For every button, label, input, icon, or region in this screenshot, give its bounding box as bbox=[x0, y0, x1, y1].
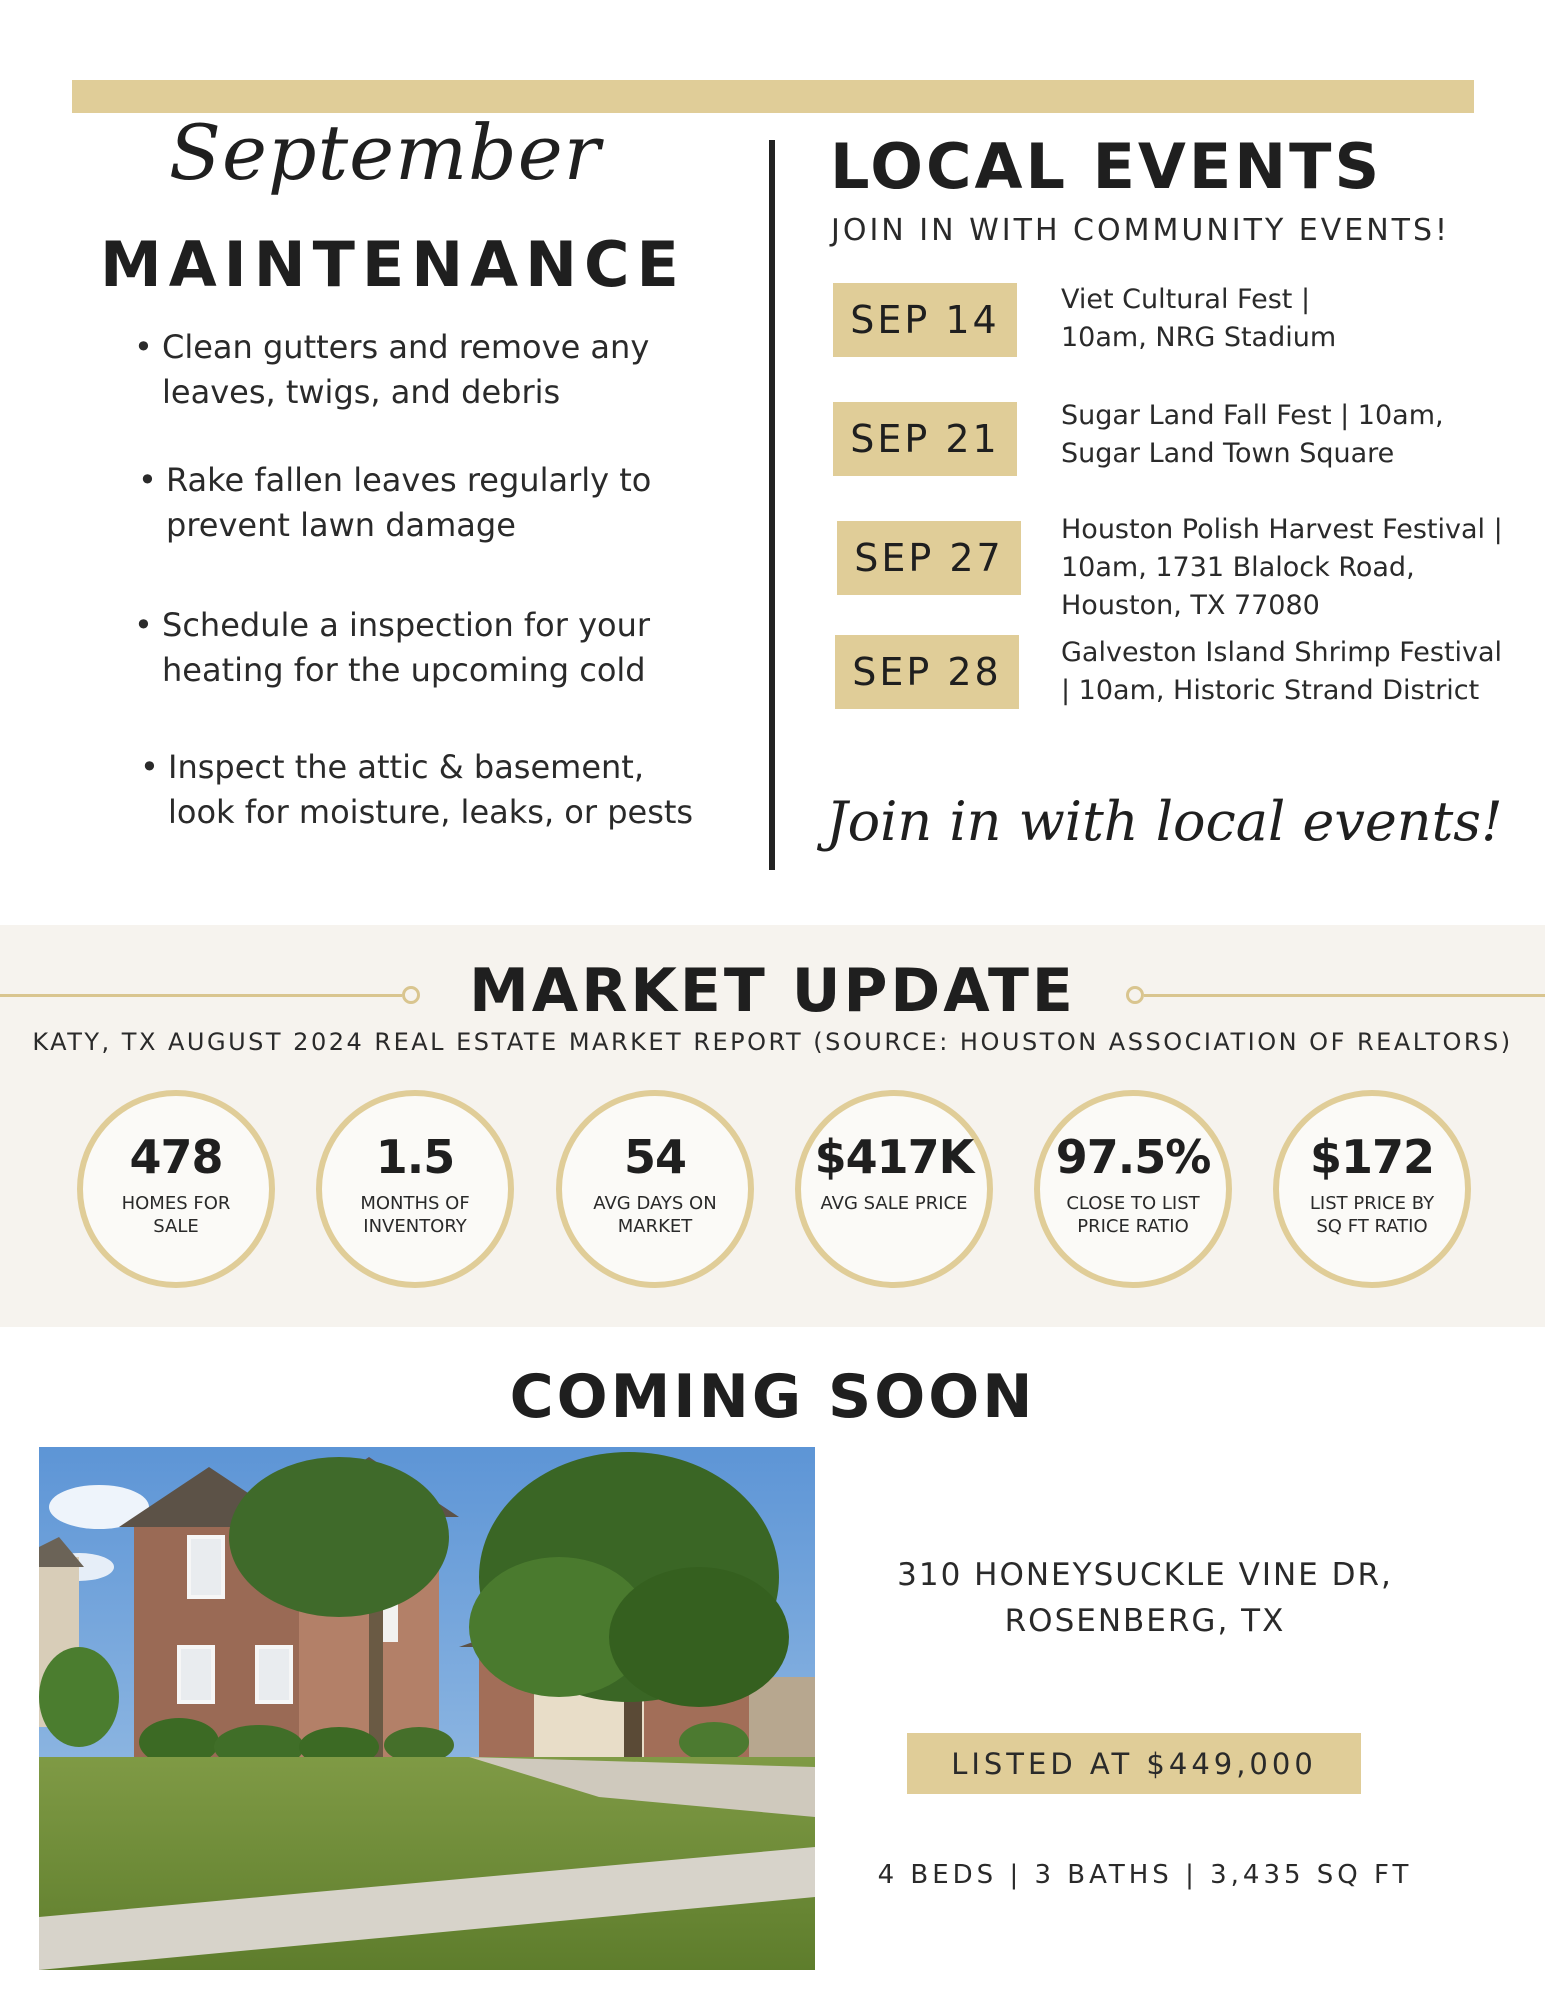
event-date-badge: SEP 27 bbox=[837, 521, 1021, 595]
event-line: Sugar Land Town Square bbox=[1061, 438, 1395, 469]
event-description bbox=[1061, 511, 1521, 625]
stat-value: 478 bbox=[129, 1130, 223, 1184]
stat-label: HOMES FOR SALE bbox=[121, 1193, 231, 1237]
stat-label: AVG DAYS ON MARKET bbox=[593, 1193, 717, 1237]
maintenance-item bbox=[120, 325, 720, 415]
events-subheading: JOIN IN WITH COMMUNITY EVENTS! bbox=[831, 213, 1451, 248]
bullet-icon: • bbox=[134, 606, 153, 644]
stat-label: MONTHS OF INVENTORY bbox=[360, 1193, 470, 1237]
listing-price-badge: LISTED AT $449,000 bbox=[907, 1733, 1361, 1794]
maintenance-item-text: Schedule a inspection for your heating for the upcoming cold bbox=[162, 606, 651, 689]
stat-label: LIST PRICE BY SQ FT RATIO bbox=[1309, 1193, 1435, 1237]
maintenance-item-text: Clean gutters and remove any leaves, twigs, and debris bbox=[162, 328, 650, 411]
event-line: Houston, TX 77080 bbox=[1061, 590, 1320, 621]
event-date-badge: SEP 14 bbox=[833, 283, 1017, 357]
stat-value: 1.5 bbox=[375, 1130, 455, 1184]
stat-value: $172 bbox=[1309, 1130, 1435, 1184]
bullet-icon: • bbox=[140, 748, 159, 786]
maintenance-item bbox=[124, 458, 720, 548]
maintenance-item bbox=[120, 603, 720, 693]
event-line: 10am, 1731 Blalock Road, bbox=[1061, 552, 1415, 583]
stat-circle-homes-for-sale bbox=[77, 1090, 275, 1288]
stat-circle-avg-sale-price bbox=[795, 1090, 993, 1288]
stat-label: AVG SALE PRICE bbox=[820, 1193, 968, 1214]
listing-specs: 4 BEDS | 3 BATHS | 3,435 SQ FT bbox=[877, 1860, 1413, 1890]
column-divider bbox=[769, 140, 775, 870]
stat-circle-months-inventory bbox=[316, 1090, 514, 1288]
event-date-badge: SEP 21 bbox=[833, 402, 1017, 476]
stat-circle-list-price-ratio bbox=[1034, 1090, 1232, 1288]
market-report-subheading: KATY, TX AUGUST 2024 REAL ESTATE MARKET REPORT (SOURCE: HOUSTON ASSOCIATION OF REALTORS) bbox=[32, 1028, 1513, 1056]
stat-value: $417K bbox=[814, 1130, 974, 1184]
events-script-tagline: Join in with local events! bbox=[826, 790, 1503, 853]
maintenance-item-text: Rake fallen leaves regularly to prevent lawn damage bbox=[166, 461, 652, 544]
maintenance-item bbox=[126, 745, 720, 835]
listing-address bbox=[860, 1552, 1430, 1644]
maintenance-heading: MAINTENANCE bbox=[100, 228, 686, 301]
stat-value: 54 bbox=[623, 1130, 686, 1184]
stat-value: 97.5% bbox=[1055, 1130, 1211, 1184]
event-date-badge: SEP 28 bbox=[835, 635, 1019, 709]
coming-soon-heading: COMING SOON bbox=[509, 1362, 1036, 1432]
stat-label: CLOSE TO LIST PRICE RATIO bbox=[1066, 1193, 1200, 1237]
event-line: Viet Cultural Fest | bbox=[1061, 284, 1311, 315]
event-line: Galveston Island Shrimp Festival bbox=[1061, 637, 1503, 668]
event-line: Sugar Land Fall Fest | 10am, bbox=[1061, 400, 1444, 431]
stat-circle-days-on-market bbox=[556, 1090, 754, 1288]
house-photo bbox=[39, 1447, 815, 1970]
address-line-2: ROSENBERG, TX bbox=[1004, 1603, 1286, 1639]
month-script-title: September bbox=[168, 108, 602, 197]
bullet-icon: • bbox=[138, 461, 157, 499]
event-description bbox=[1061, 634, 1521, 710]
maintenance-item-text: Inspect the attic & basement, look for moisture, leaks, or pests bbox=[168, 748, 694, 831]
event-description bbox=[1061, 281, 1521, 357]
events-heading: LOCAL EVENTS bbox=[830, 130, 1383, 203]
event-line: Houston Polish Harvest Festival | bbox=[1061, 514, 1503, 545]
stat-circle-price-per-sqft bbox=[1273, 1090, 1471, 1288]
event-description bbox=[1061, 397, 1521, 473]
event-line: | 10am, Historic Strand District bbox=[1061, 675, 1480, 706]
event-line: 10am, NRG Stadium bbox=[1061, 322, 1337, 353]
bullet-icon: • bbox=[134, 328, 153, 366]
address-line-1: 310 HONEYSUCKLE VINE DR, bbox=[897, 1557, 1393, 1593]
market-update-heading: MARKET UPDATE bbox=[469, 956, 1076, 1026]
